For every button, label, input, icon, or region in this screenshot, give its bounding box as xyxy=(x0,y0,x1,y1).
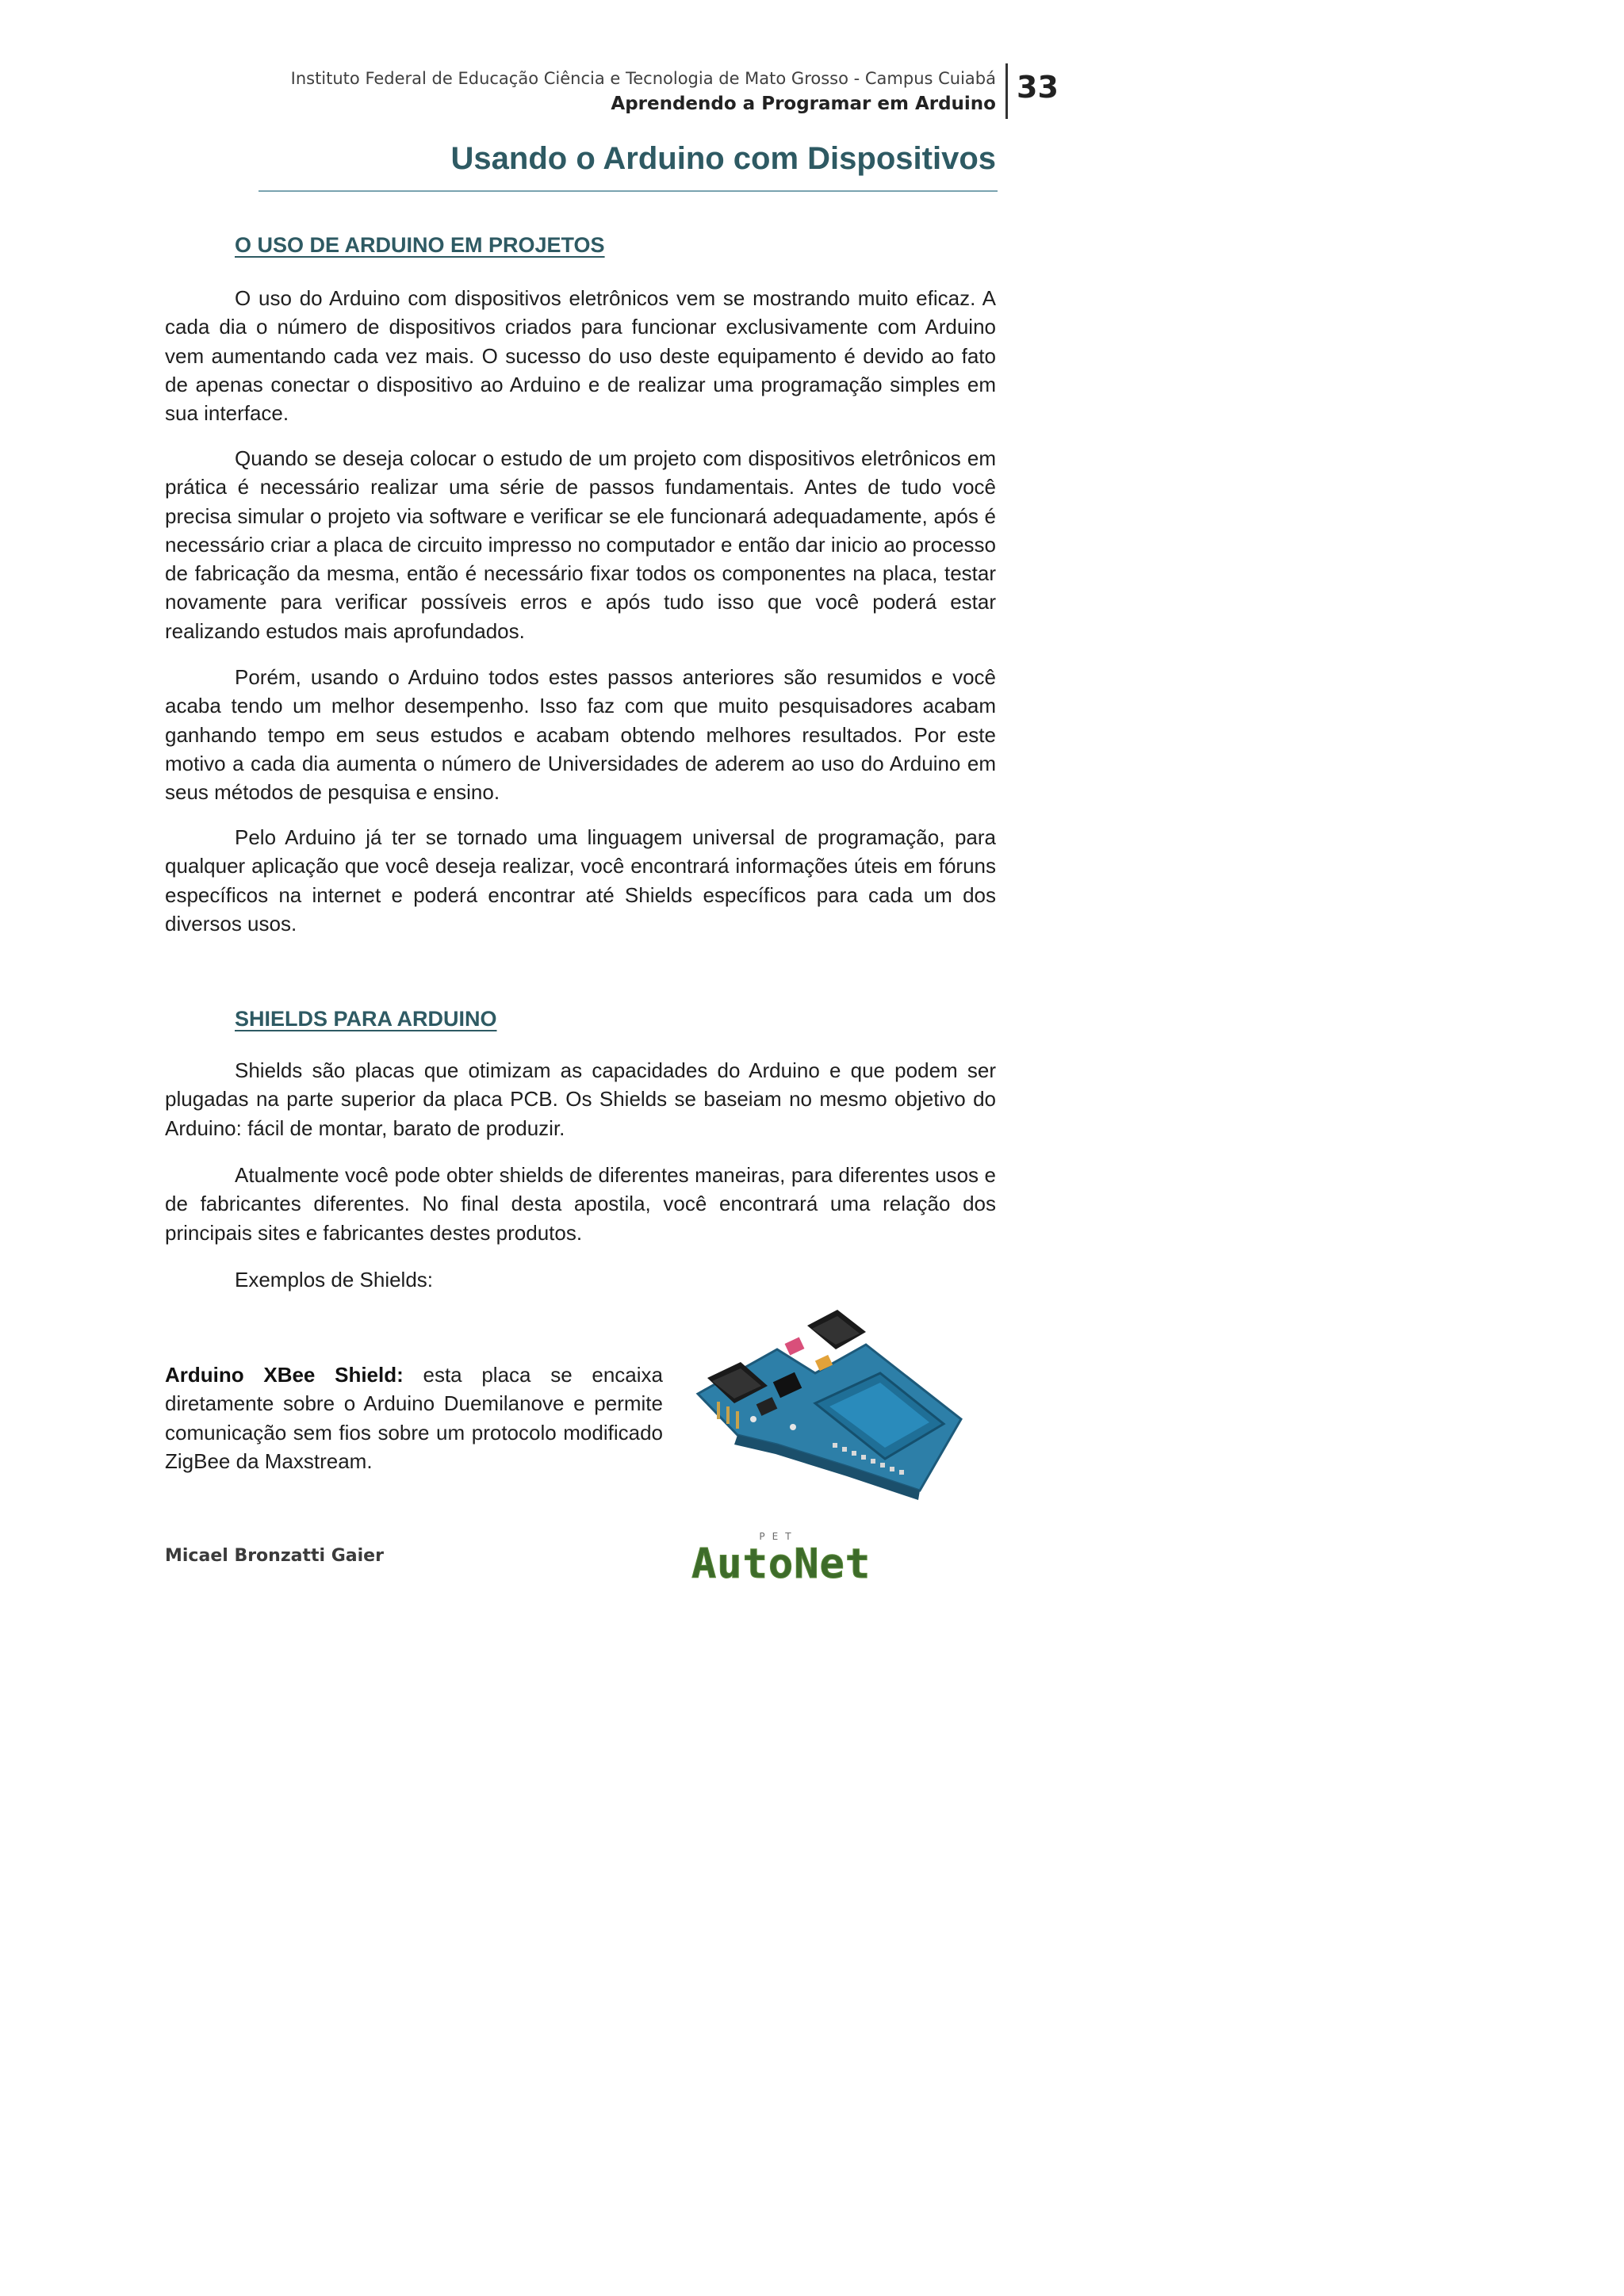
paragraph: Porém, usando o Arduino todos estes passos anteriores são resumidos e você acaba tendo um melhor desempenho. Isso faz com que muito pesquisadores acabam ganhando tempo em seus estudos e acabam obtendo melhores resultados. Por este motivo a cada dia aumenta o número de Universidades de aderem ao uso do Arduino em seus métodos de pesquisa e ensino. xyxy=(165,665,996,805)
section-heading-shields: SHIELDS PARA ARDUINO xyxy=(235,1007,497,1031)
pet-autonet-logo xyxy=(687,1529,893,1582)
xbee-description xyxy=(165,1360,663,1475)
logo-main-text: AutoNet xyxy=(691,1540,871,1582)
page-number: 33 xyxy=(1017,70,1059,105)
xbee-shield-photo xyxy=(682,1300,972,1503)
logo-small-text: PET xyxy=(759,1531,799,1542)
author-name: Micael Bronzatti Gaier xyxy=(165,1546,384,1566)
header-book-title: Aprendendo a Programar em Arduino xyxy=(611,94,996,114)
paragraph: Exemplos de Shields: xyxy=(235,1268,434,1292)
header-divider xyxy=(1005,63,1008,119)
xbee-text: esta placa se encaixa diretamente sobre o Arduino Duemilanove e permite comunicação sem fios sobre um protocolo modificado ZigBee da Maxstream. xyxy=(165,1363,663,1473)
paragraph: Pelo Arduino já ter se tornado uma linguagem universal de programação, para qualquer aplicação que você deseja realizar, você encontrará informações úteis em fóruns específicos na internet e poderá encontrar até Shields específicos para cada um dos diversos usos. xyxy=(165,825,996,936)
xbee-name: Arduino XBee Shield: xyxy=(165,1363,404,1387)
paragraph: Quando se deseja colocar o estudo de um projeto com dispositivos eletrônicos em prática é necessário realizar uma série de passos fundamentais. Antes de tudo você precisa simular o projeto via software e verificar se ele funcionará adequadamente, após é necessário criar a placa de circuito impresso no computador e então dar inicio ao processo de fabricação da mesma, então é necessário fixar todos os componentes na placa, testar novamente para verificar possíveis erros e após tudo isso que você poderá estar realizando estudos mais aprofundados. xyxy=(165,446,996,643)
chapter-title: Usando o Arduino com Dispositivos xyxy=(450,141,996,176)
title-rule xyxy=(259,190,998,192)
running-header xyxy=(291,67,996,117)
header-institution: Instituto Federal de Educação Ciência e Tecnologia de Mato Grosso - Campus Cuiabá xyxy=(290,69,996,88)
paragraph: Shields são placas que otimizam as capacidades do Arduino e que podem ser plugadas na parte superior da placa PCB. Os Shields se baseiam no mesmo objetivo do Arduino: fácil de montar, barato de produzir. xyxy=(165,1058,996,1140)
paragraph: O uso do Arduino com dispositivos eletrônicos vem se mostrando muito eficaz. A cada dia o número de dispositivos criados para funcionar exclusivamente com Arduino vem aumentando cada vez mais. O sucesso do uso deste equipamento é devido ao fato de apenas conectar o dispositivo ao Arduino e de realizar uma programação simples em sua interface. xyxy=(165,286,996,426)
section-heading-projects: O USO DE ARDUINO EM PROJETOS xyxy=(235,233,605,257)
paragraph: Atualmente você pode obter shields de diferentes maneiras, para diferentes usos e de fabricantes diferentes. No final desta apostila, você encontrará uma relação dos principais sites e fabricantes destes produtos. xyxy=(165,1163,996,1245)
